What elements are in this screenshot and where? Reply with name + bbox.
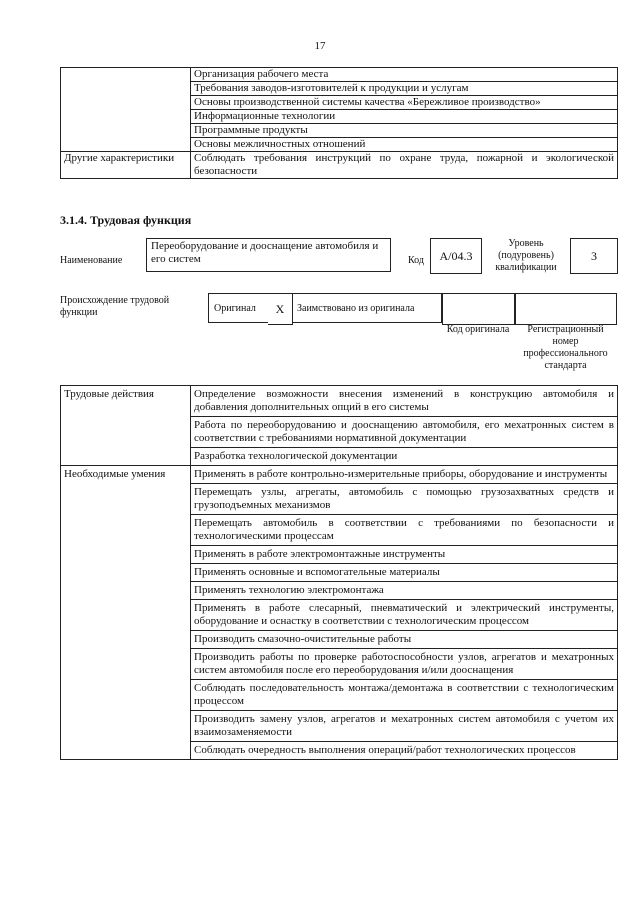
knowledge-continuation-table — [60, 67, 618, 179]
labor-action-item: Определение возможности внесения изменений в конструкцию автомобиля и добавления дополнительных опций в его системы — [191, 386, 618, 417]
required-skill-item: Применять основные и вспомогательные материалы — [191, 564, 618, 582]
table-row — [61, 466, 618, 484]
knowledge-item: Организация рабочего места — [191, 68, 618, 82]
level-label: Уровень (подуровень) квалификации — [495, 238, 557, 273]
knowledge-item: Требования заводов-изготовителей к продукции и услугам — [191, 82, 618, 96]
page-number: 17 — [314, 40, 326, 52]
function-name-box: Переоборудование и дооснащение автомобиля и его систем — [146, 238, 391, 272]
level-box: 3 — [570, 238, 618, 274]
table-row — [61, 68, 618, 82]
labor-action-item: Разработка технологической документации — [191, 448, 618, 466]
origin-label: Происхождение трудовой функции — [60, 295, 170, 318]
required-skills-label: Необходимые умения — [61, 466, 191, 760]
required-skill-item: Соблюдать последовательность монтажа/демонтажа в соответствии с технологическим процессом — [191, 680, 618, 711]
required-skill-item: Производить работы по проверке работоспособности узлов, агрегатов и мехатронных систем автомобиля после его переоборудования и/или дооснащения — [191, 649, 618, 680]
knowledge-item: Программные продукты — [191, 124, 618, 138]
required-skill-item: Применять в работе контрольно-измерительные приборы, оборудование и инструменты — [191, 466, 618, 484]
original-label: Оригинал — [208, 293, 268, 323]
required-skill-item: Применять технологию электромонтажа — [191, 582, 618, 600]
required-skill-item: Применять в работе слесарный, пневматический и электрический инструменты, оборудование и оснастку в соответствии с технологическим процессом — [191, 600, 618, 631]
other-characteristics-label: Другие характеристики — [61, 152, 191, 179]
knowledge-item: Основы межличностных отношений — [191, 138, 618, 152]
borrowed-label: Заимствовано из оригинала — [292, 293, 442, 323]
labor-action-item: Работа по переоборудованию и дооснащению автомобиля, его мехатронных систем в соответствии с требованиями нормативной документации — [191, 417, 618, 448]
labor-actions-label: Трудовые действия — [61, 386, 191, 466]
knowledge-item: Информационные технологии — [191, 110, 618, 124]
other-characteristics-text: Соблюдать требования инструкций по охране труда, пожарной и экологической безопасности — [191, 152, 618, 179]
required-skill-item: Применять в работе электромонтажные инструменты — [191, 546, 618, 564]
name-label: Наименование — [60, 255, 123, 266]
table-row — [61, 152, 618, 179]
reg-number-label: Регистрационный номер профессионального стандарта — [523, 324, 608, 371]
required-skill-item: Производить замену узлов, агрегатов и мехатронных систем автомобиля с учетом их взаимозаменяемости — [191, 711, 618, 742]
table-row — [61, 386, 618, 417]
original-mark: X — [268, 293, 293, 325]
table-cell-empty — [61, 68, 191, 152]
section-title: 3.1.4. Трудовая функция — [60, 213, 192, 227]
code-label: Код — [408, 255, 424, 266]
code-box: A/04.3 — [430, 238, 482, 274]
required-skill-item: Производить смазочно-очистительные работы — [191, 631, 618, 649]
knowledge-item: Основы производственной системы качества «Бережливое производство» — [191, 96, 618, 110]
code-original-label: Код оригинала — [446, 324, 510, 335]
required-skill-item: Перемещать узлы, агрегаты, автомобиль с помощью грузозахватных средств и грузоподъемных механизмов — [191, 484, 618, 515]
required-skill-item: Перемещать автомобиль в соответствии с требованиями по безопасности и технологическими процессам — [191, 515, 618, 546]
labor-function-table — [60, 385, 618, 760]
required-skill-item: Соблюдать очередность выполнения операций/работ технологических процессов — [191, 742, 618, 760]
reg-number-box — [514, 293, 617, 325]
origin-row — [208, 293, 615, 323]
code-original-box — [442, 293, 516, 325]
